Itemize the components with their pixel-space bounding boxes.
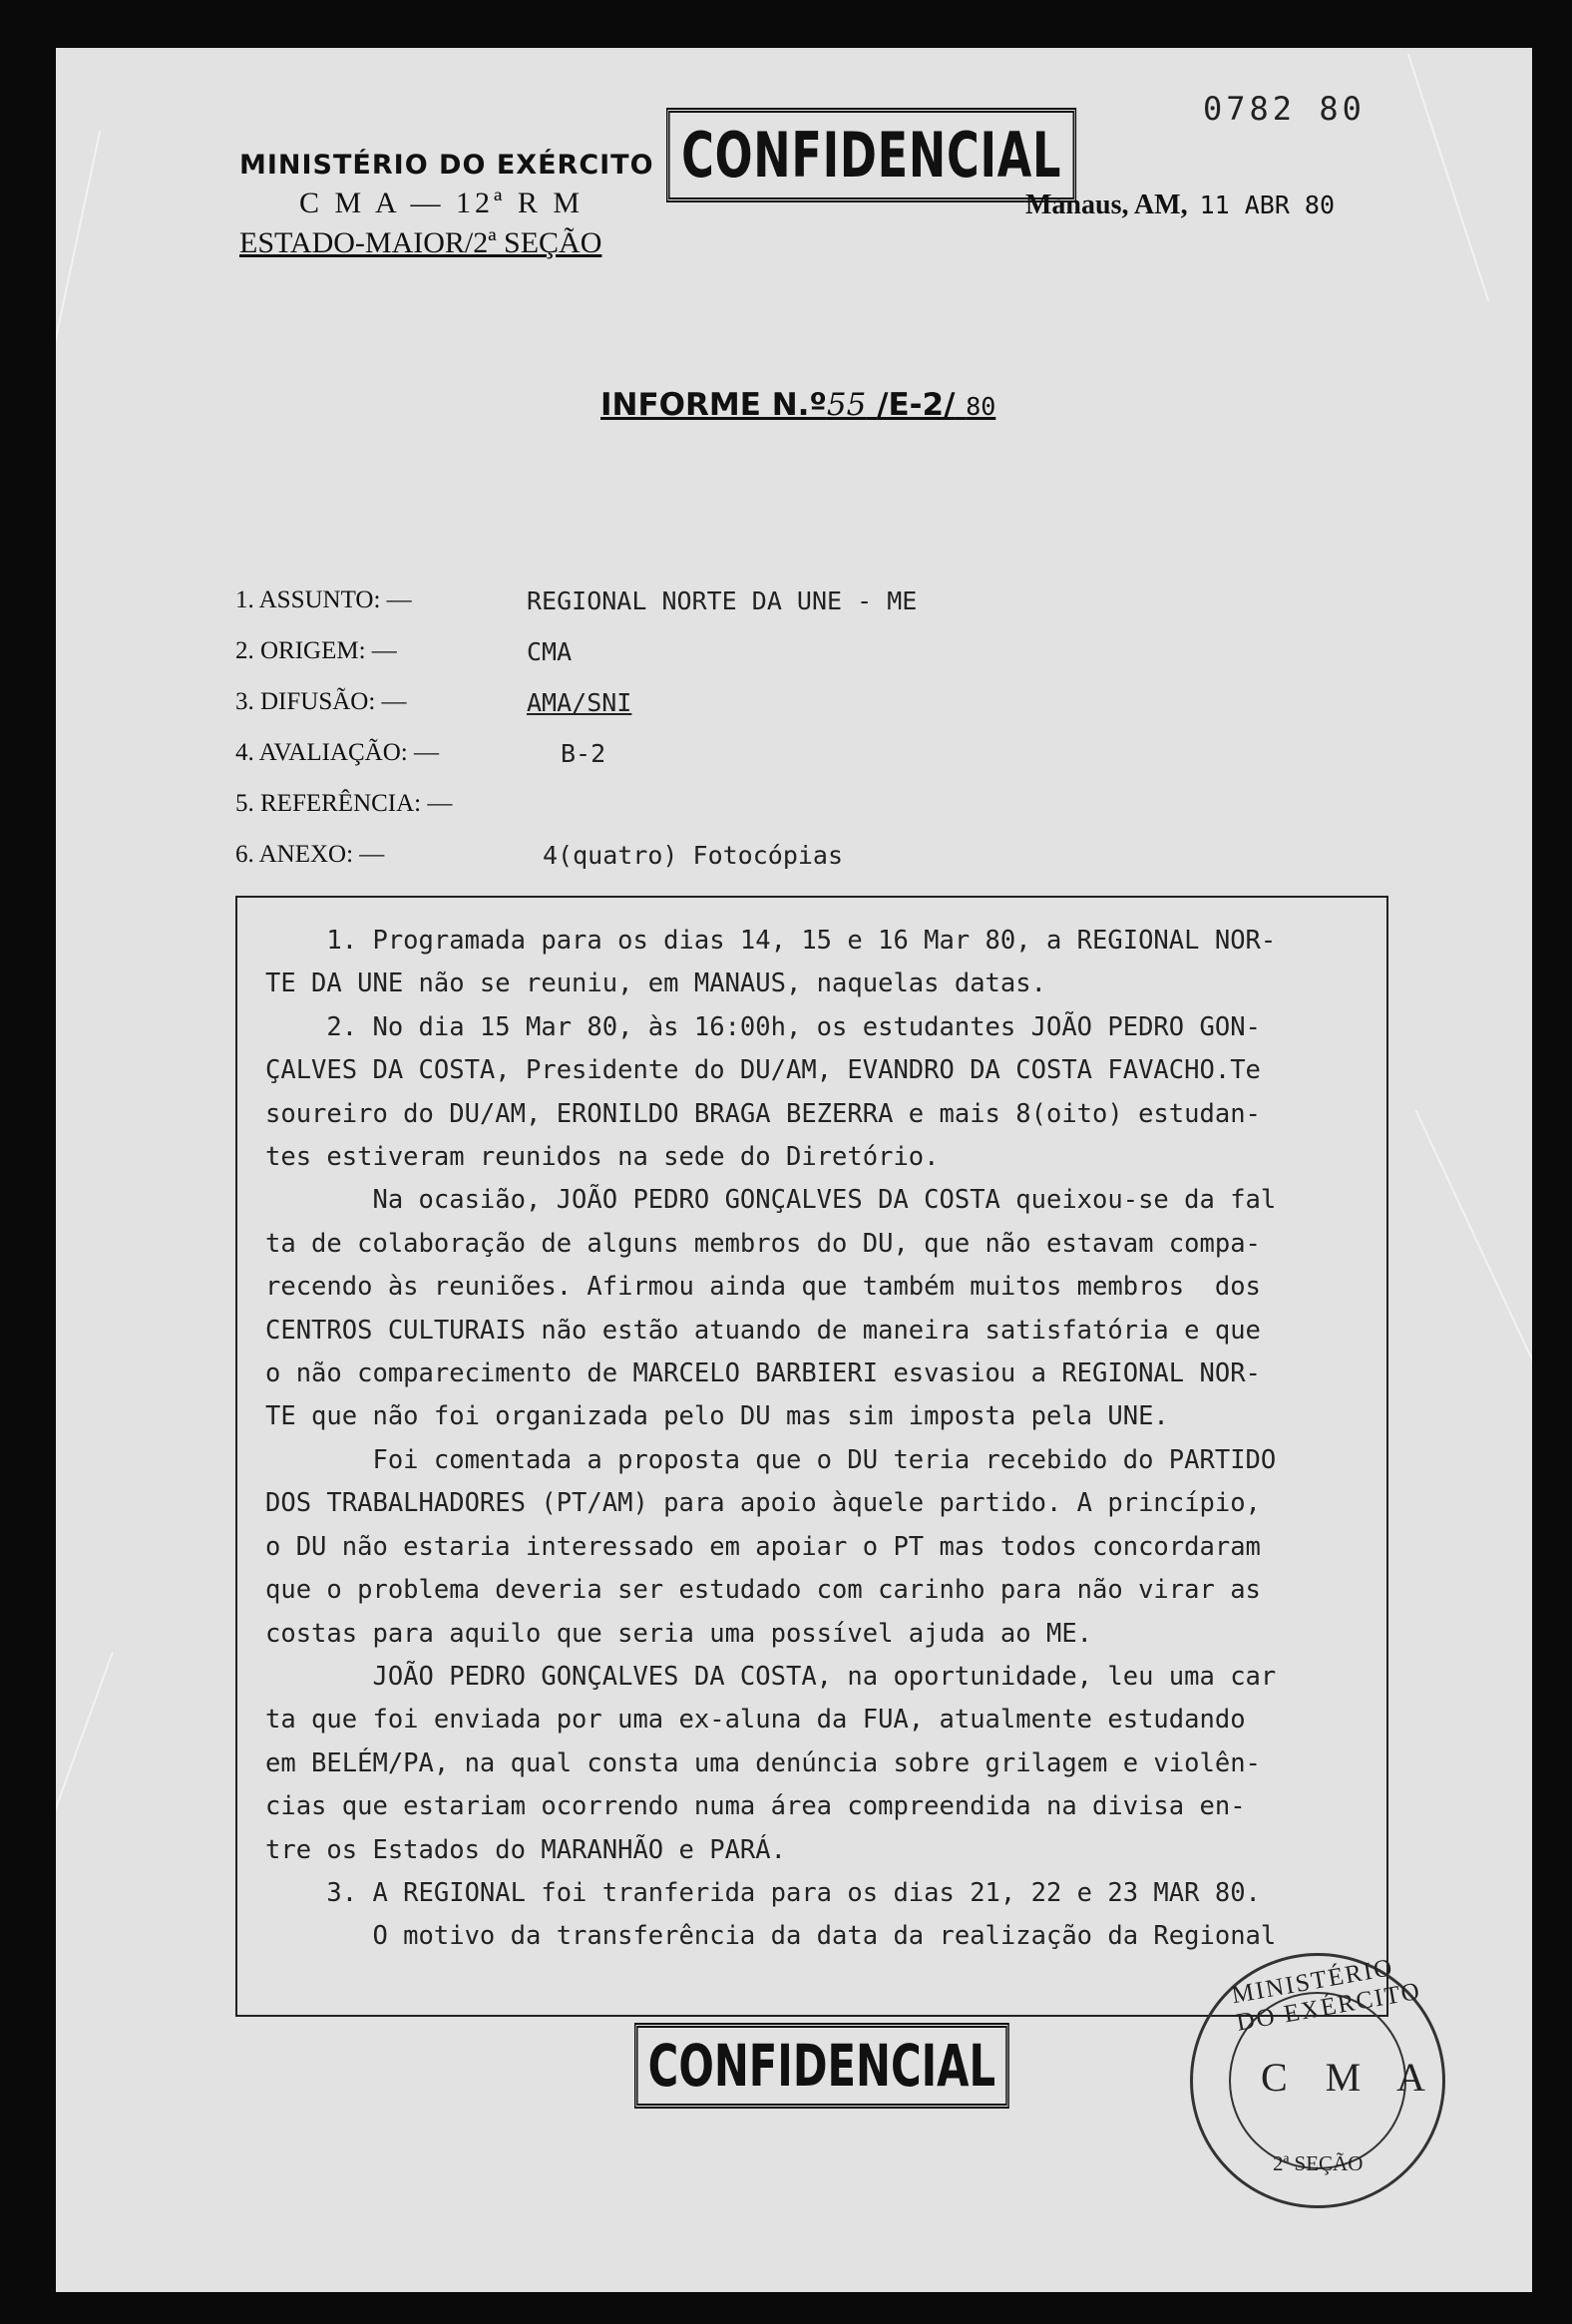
body-line: 3. A REGIONAL foi tranferida para os dias 21, 22 e 23 MAR 80.	[265, 1877, 1261, 1908]
body-line: TE DA UNE não se reuniu, em MANAUS, naquelas datas.	[265, 968, 1046, 999]
body-line: tre os Estados do MARANHÃO e PARÁ.	[265, 1834, 786, 1865]
field-value: 4(quatro) Fotocópias	[543, 841, 844, 870]
section-name: ESTADO-MAIOR/2ª SEÇÃO	[239, 226, 602, 259]
body-line: TE que não foi organizada pelo DU mas sim imposta pela UNE.	[265, 1401, 1169, 1432]
confidential-stamp-bottom: CONFIDENCIAL	[634, 2023, 1009, 2109]
body-text	[265, 920, 1373, 1959]
field-label: 4. AVALIAÇÃO: —	[235, 739, 439, 766]
body-line: o DU não estaria interessado em apoiar o PT mas todos concordaram	[265, 1531, 1261, 1562]
body-line: em BELÉM/PA, na qual consta uma denúncia sobre grilagem e violên-	[265, 1747, 1261, 1778]
field-value: REGIONAL NORTE DA UNE - ME	[527, 586, 918, 615]
scan-scratch	[1414, 1110, 1532, 1400]
field-label: 3. DIFUSÃO: —	[235, 688, 407, 715]
body-line: Na ocasião, JOÃO PEDRO GONÇALVES DA COSTA queixou-se da fal	[265, 1185, 1277, 1216]
seal-bottom-text: 2ª SEÇÃO	[1273, 2151, 1364, 2175]
body-line: que o problema deveria ser estudado com carinho para não virar as	[265, 1575, 1261, 1606]
field-label: 2. ORIGEM: —	[235, 637, 397, 664]
document-control-number: 0782 80	[1203, 90, 1366, 128]
body-line: tes estiveram reunidos na sede do Diretório.	[265, 1142, 940, 1173]
scan-scratch	[56, 131, 101, 424]
body-line: recendo às reuniões. Afirmou ainda que também muitos membros dos	[265, 1272, 1261, 1303]
field-value: AMA/SNI	[527, 688, 632, 717]
body-line: DOS TRABALHADORES (PT/AM) para apoio àquele partido. A princípio,	[265, 1488, 1261, 1519]
field-label: 6. ANEXO: —	[235, 841, 385, 868]
seal-middle-text: C M A	[1261, 2055, 1439, 2100]
informe-prefix: INFORME N.º	[600, 387, 827, 423]
field-label: 5. REFERÊNCIA: —	[235, 790, 453, 817]
date-text: 11 ABR 80	[1199, 191, 1336, 219]
command-name: C M A — 12ª R M	[299, 187, 584, 219]
seal-top-text: MINISTÉRIO DO EXÉRCITO	[1229, 1954, 1423, 2037]
field-value: CMA	[527, 637, 573, 666]
body-line: ta de colaboração de alguns membros do DU, que não estavam compa-	[265, 1228, 1261, 1259]
body-line: O motivo da transferência da data da realização da Regional	[265, 1921, 1277, 1952]
body-line: ta que foi enviada por uma ex-aluna da FUA, atualmente estudando	[265, 1705, 1246, 1736]
scan-scratch	[56, 1652, 114, 1915]
informe-number: 55	[826, 387, 867, 423]
body-text-box	[235, 896, 1388, 2017]
body-line: ÇALVES DA COSTA, Presidente do DU/AM, EVANDRO DA COSTA FAVACHO.Te	[265, 1055, 1261, 1086]
issuer-header	[239, 150, 654, 260]
body-line: CENTROS CULTURAIS não estão atuando de maneira satisfatória e que	[265, 1315, 1261, 1346]
field-label: 1. ASSUNTO: —	[235, 586, 412, 613]
body-line: JOÃO PEDRO GONÇALVES DA COSTA, na oportunidade, leu uma car	[265, 1661, 1277, 1692]
confidential-stamp-top: CONFIDENCIAL	[666, 108, 1076, 202]
body-line: costas para aquilo que seria uma possível ajuda ao ME.	[265, 1618, 1093, 1649]
place-date	[1025, 190, 1335, 221]
informe-suffix: /E-2/	[877, 387, 956, 423]
informe-year: 80	[966, 392, 996, 421]
body-line: 1. Programada para os dias 14, 15 e 16 Mar 80, a REGIONAL NOR-	[265, 926, 1277, 956]
scan-scratch	[1407, 54, 1489, 301]
body-line: Foi comentada a proposta que o DU teria recebido do PARTIDO	[265, 1444, 1277, 1475]
field-value: B-2	[561, 739, 606, 768]
informe-title	[600, 387, 995, 423]
official-seal-stamp	[1190, 1953, 1445, 2208]
ministry-name: MINISTÉRIO DO EXÉRCITO	[239, 150, 654, 181]
place-text: Manaus, AM,	[1025, 190, 1188, 220]
body-line: 2. No dia 15 Mar 80, às 16:00h, os estudantes JOÃO PEDRO GON-	[265, 1011, 1261, 1042]
body-line: soureiro do DU/AM, ERONILDO BRAGA BEZERRA e mais 8(oito) estudan-	[265, 1098, 1261, 1129]
document-page	[56, 48, 1532, 2292]
body-line: o não comparecimento de MARCELO BARBIERI esvasiou a REGIONAL NOR-	[265, 1358, 1261, 1389]
body-line: cias que estariam ocorrendo numa área compreendida na divisa en-	[265, 1791, 1246, 1822]
